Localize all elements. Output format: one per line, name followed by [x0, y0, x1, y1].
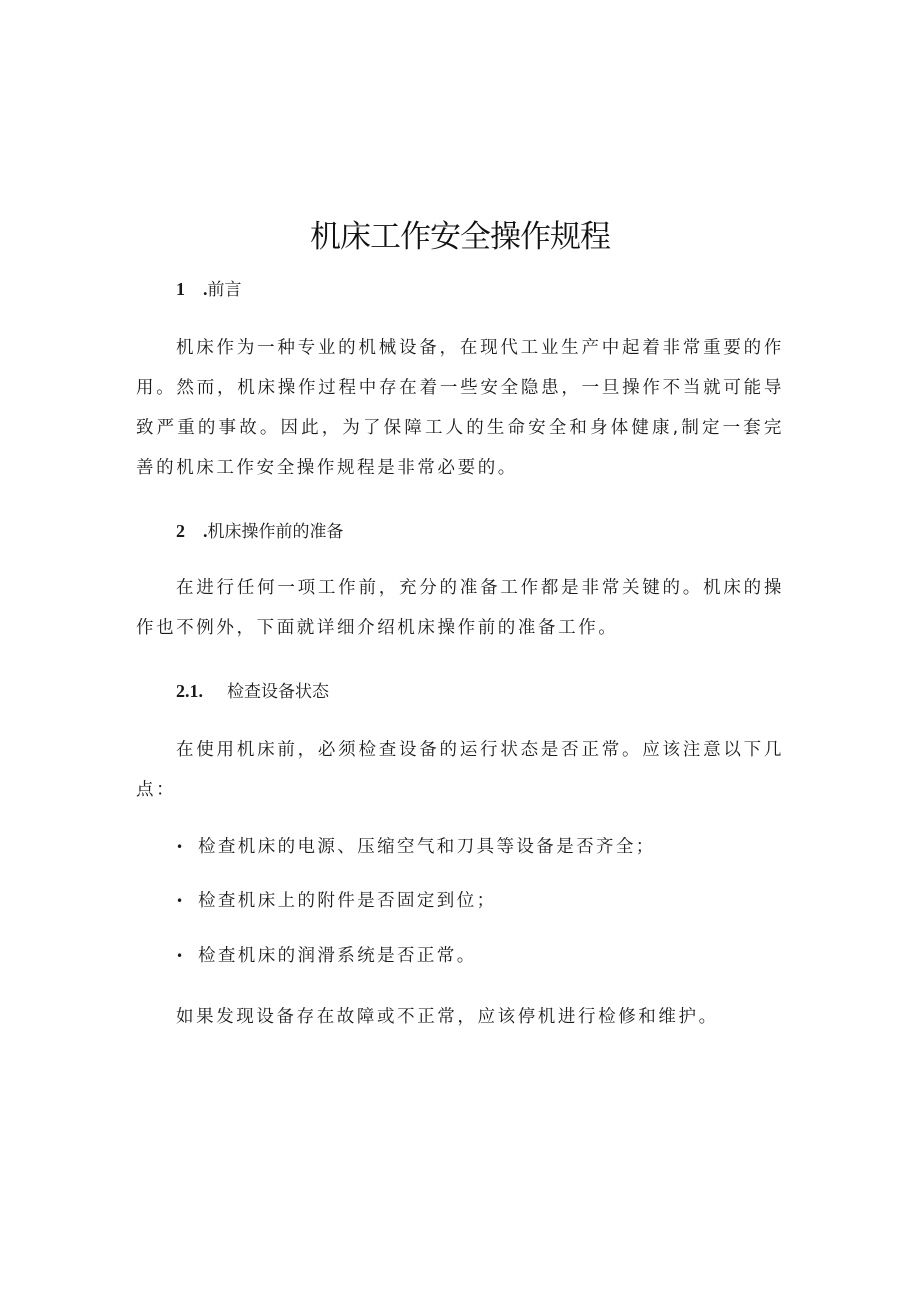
section-number: 2: [176, 521, 185, 541]
bullet-marker: •: [176, 840, 184, 854]
section-label: 检查设备状态: [227, 682, 329, 702]
list-item-text: 检查机床上的附件是否固定到位；: [198, 891, 497, 911]
document-title: 机床工作安全操作规程: [310, 219, 610, 255]
list-item: [176, 942, 477, 970]
section-heading-2: [176, 517, 344, 546]
list-item: [176, 887, 497, 915]
paragraph-check: 在使用机床前，必须检查设备的运行状态是否正常。应该注意以下几点：: [136, 740, 784, 800]
list-item-text: 检查机床的电源、压缩空气和刀具等设备是否齐全；: [198, 837, 656, 857]
section-dot: .: [203, 279, 208, 299]
section-heading-2-1: [176, 677, 329, 706]
bullet-marker: •: [176, 949, 184, 963]
bullet-marker: •: [176, 894, 184, 908]
section-label: 前言: [207, 280, 242, 300]
section-label: 机床操作前的准备: [207, 522, 344, 542]
paragraph-prep: 在进行任何一项工作前，充分的准备工作都是非常关键的。机床的操作也不例外，下面就详细介绍机床操作前的准备工作。: [136, 578, 784, 638]
paragraph-fault: 如果发现设备存在故障或不正常，应该停机进行检修和维护。: [176, 1007, 719, 1027]
section-dot: .: [203, 521, 208, 541]
list-item: [176, 833, 656, 861]
section-number: 2.1.: [176, 681, 203, 701]
section-number: 1: [176, 279, 185, 299]
section-heading-1: [176, 275, 242, 304]
list-item-text: 检查机床的润滑系统是否正常。: [198, 946, 477, 966]
paragraph-intro: 机床作为一种专业的机械设备，在现代工业生产中起着非常重要的作用。然而，机床操作过程中存在着一些安全隐患，一旦操作不当就可能导致严重的事故。因此，为了保障工人的生命安全和身体健康,制定一套完善的机床工作安全操作规程是非常必要的。: [136, 338, 784, 478]
